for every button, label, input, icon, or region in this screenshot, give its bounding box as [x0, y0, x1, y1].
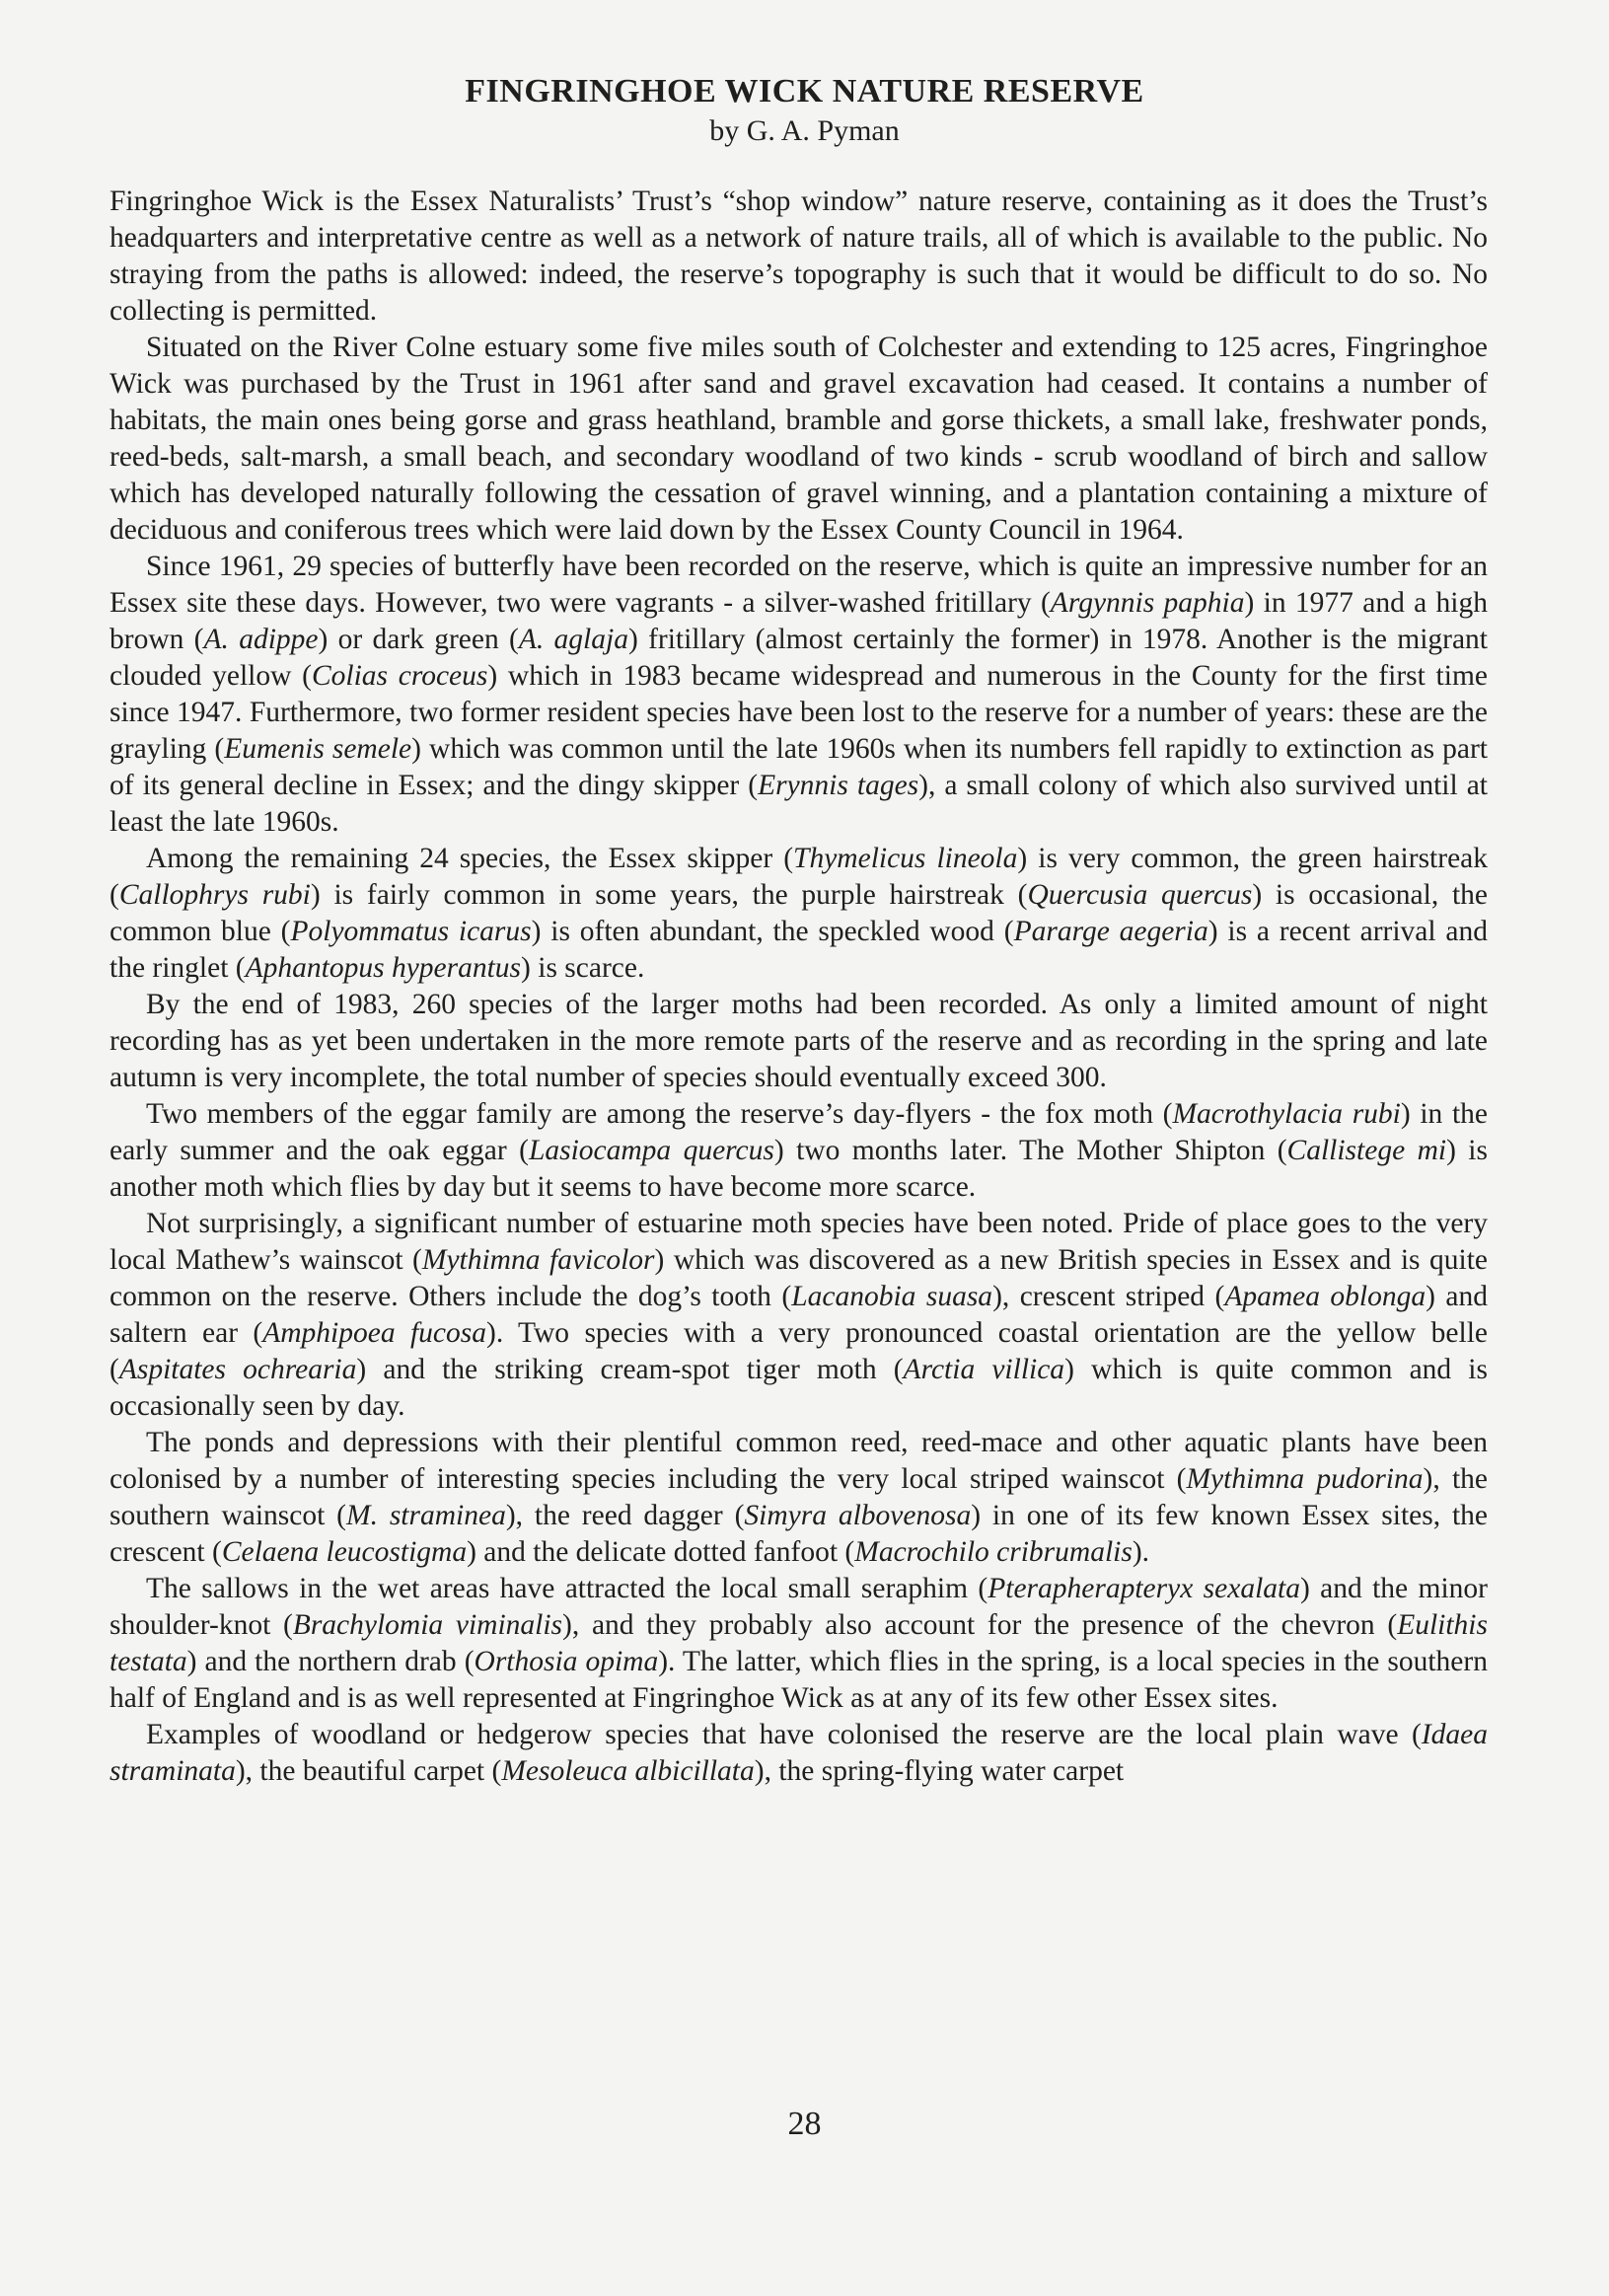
text-run: ) which is quite common and is occasionally seen by day.: [110, 1354, 1488, 1422]
species-name: Mythimna favicolor: [421, 1244, 655, 1276]
text-run: Among the remaining 24 species, the Essex skipper (: [146, 843, 794, 874]
text-run: ) is fairly common in some years, the purple hairstreak (: [310, 879, 1028, 911]
text-run: ) in the early summer and the oak eggar (: [110, 1098, 1488, 1166]
text-run: Since 1961, 29 species of butterfly have been recorded on the reserve, which is quite an impressive number for an Essex site these days. However, two were vagrants - a silver-washed fritillary (: [110, 551, 1488, 619]
paragraph: [110, 1425, 1488, 1571]
species-name: A. adippe: [203, 624, 319, 655]
species-name: Simyra albovenosa: [744, 1500, 972, 1531]
text-run: ) in one of its few known Essex sites, the crescent (: [110, 1500, 1489, 1568]
species-name: Eumenis semele: [224, 733, 412, 765]
text-run: ) and the minor shoulder-knot (: [110, 1573, 1488, 1641]
text-run: ), the southern wainscot (: [110, 1463, 1489, 1531]
species-name: Apamea oblonga: [1224, 1281, 1426, 1312]
article-byline: by G. A. Pyman: [709, 114, 900, 147]
text-run: ) is another moth which flies by day but it seems to have become more scarce.: [110, 1135, 1488, 1203]
text-run: ), the beautiful carpet (: [235, 1755, 502, 1787]
text-run: ) and saltern ear (: [110, 1281, 1488, 1349]
species-name: Amphipoea fucosa: [262, 1317, 486, 1349]
text-run: ) is occasional, the common blue (: [110, 879, 1488, 947]
paragraph: [110, 1717, 1488, 1790]
text-run: By the end of 1983, 260 species of the larger moths had been recorded. As only a limited amount of night recording has as yet been undertaken in the more remote parts of the reserve and as recording in the spring and late autumn is very incomplete, the total number of species should eventually exceed 300.: [110, 989, 1488, 1093]
species-name: Macrochilo cribrumalis: [854, 1536, 1133, 1568]
text-run: ) in 1977 and a high brown (: [110, 587, 1489, 655]
text-run: ) which in 1983 became widespread and numerous in the County for the first time since 1947. Furthermore, two former resident species have been lost to the reserve for a number of years: these are the grayling (: [110, 660, 1488, 765]
text-run: Fingringhoe Wick is the Essex Naturalists’ Trust’s “shop window” nature reserve, containing as it does the Trust’s headquarters and interpretative centre as well as a network of nature trails, all of which is available to the public. No straying from the paths is allowed: indeed, the reserve’s topography is such that it would be difficult to do so. No collecting is permitted.: [110, 185, 1488, 327]
species-name: Mesoleuca albicillata: [501, 1755, 755, 1787]
text-run: ) is a recent arrival and the ringlet (: [110, 916, 1489, 984]
species-name: Erynnis tages: [758, 770, 919, 801]
species-name: Quercusia quercus: [1027, 879, 1253, 911]
text-run: ) and the striking cream-spot tiger moth (: [356, 1354, 904, 1385]
paragraph: [110, 1096, 1488, 1206]
text-run: ) is often abundant, the speckled wood (: [531, 916, 1014, 947]
species-name: Celaena leucostigma: [221, 1536, 468, 1568]
text-run: ), and they probably also account for the presence of the chevron (: [562, 1609, 1398, 1641]
species-name: M. straminea: [346, 1500, 506, 1531]
text-run: ) and the delicate dotted fanfoot (: [467, 1536, 855, 1568]
species-name: Callistege mi: [1286, 1135, 1447, 1166]
text-run: ) is scarce.: [521, 952, 645, 984]
species-name: A. aglaja: [518, 624, 628, 655]
species-name: Macrothylacia rubi: [1172, 1098, 1401, 1130]
species-name: Brachylomia viminalis: [292, 1609, 563, 1641]
text-run: ) which was common until the late 1960s when its numbers fell rapidly to extinction as part of its general decline in Essex; and the dingy skipper (: [110, 733, 1488, 801]
text-run: Situated on the River Colne estuary some five miles south of Colchester and extending to 125 acres, Fingringhoe Wick was purchased by the Trust in 1961 after sand and gravel excavation had ceased. It contains a number of habitats, the main ones being gorse and grass heathland, bramble and gorse thickets, a small lake, freshwater ponds, reed-beds, salt-marsh, a small beach, and secondary woodland of two kinds - scrub woodland of birch and sallow which has developed naturally following the cessation of gravel winning, and a plantation containing a mixture of deciduous and coniferous trees which were laid down by the Essex County Council in 1964.: [110, 332, 1488, 546]
text-run: ).: [1132, 1536, 1150, 1568]
text-run: ). Two species with a very pronounced coastal orientation are the yellow belle (: [110, 1317, 1489, 1385]
text-run: The ponds and depressions with their plentiful common reed, reed-mace and other aquatic plants have been colonised by a number of interesting species including the very local striped wainscot (: [110, 1427, 1488, 1495]
species-name: Argynnis paphia: [1050, 587, 1245, 619]
species-name: Colias croceus: [311, 660, 488, 692]
article-body: [110, 184, 1488, 1790]
text-run: ) is very common, the green hairstreak (: [110, 843, 1489, 911]
article-title: FINGRINGHOE WICK NATURE RESERVE: [465, 73, 1144, 110]
paragraph: [110, 330, 1488, 549]
text-run: Two members of the eggar family are among the reserve’s day-flyers - the fox moth (: [146, 1098, 1173, 1130]
text-run: The sallows in the wet areas have attracted the local small seraphim (: [146, 1573, 988, 1604]
text-run: Examples of woodland or hedgerow species that have colonised the reserve are the local plain wave (: [146, 1719, 1422, 1750]
species-name: Pararge aegeria: [1013, 916, 1208, 947]
species-name: Orthosia opima: [474, 1646, 659, 1677]
text-run: ), a small colony of which also survived until at least the late 1960s.: [110, 770, 1488, 838]
text-run: ) two months later. The Mother Shipton (: [773, 1135, 1287, 1166]
text-run: ) or dark green (: [318, 624, 519, 655]
species-name: Eulithis testata: [110, 1609, 1488, 1677]
text-run: ). The latter, which flies in the spring, is a local species in the southern half of England and is as well represented at Fingringhoe Wick as at any of its few other Essex sites.: [110, 1646, 1488, 1714]
species-name: Callophrys rubi: [118, 879, 311, 911]
page-number: 28: [787, 2106, 822, 2142]
species-name: Lasiocampa quercus: [528, 1135, 774, 1166]
species-name: Aphantopus hyperantus: [245, 952, 522, 984]
species-name: Aspitates ochrearia: [118, 1354, 357, 1385]
text-run: ), crescent striped (: [992, 1281, 1225, 1312]
paragraph: [110, 1571, 1488, 1717]
species-name: Mythimna pudorina: [1186, 1463, 1424, 1495]
paragraph: [110, 549, 1488, 841]
species-name: Thymelicus lineola: [793, 843, 1018, 874]
species-name: Arctia villica: [903, 1354, 1065, 1385]
text-run: ) which was discovered as a new British species in Essex and is quite common on the reserve. Others include the dog’s tooth (: [110, 1244, 1488, 1312]
text-run: ), the reed dagger (: [505, 1500, 745, 1531]
text-run: ) fritillary (almost certainly the former) in 1978. Another is the migrant clouded yellow (: [110, 624, 1488, 692]
species-name: Lacanobia suasa: [791, 1281, 993, 1312]
text-run: ) and the northern drab (: [186, 1646, 475, 1677]
text-run: ), the spring-flying water carpet: [754, 1755, 1125, 1787]
species-name: Idaea straminata: [110, 1719, 1488, 1787]
paragraph: [110, 841, 1488, 987]
paragraph: [110, 184, 1488, 330]
text-run: Not surprisingly, a significant number of estuarine moth species have been noted. Pride of place goes to the very local Mathew’s wainscot (: [110, 1208, 1488, 1276]
species-name: Polyommatus icarus: [290, 916, 532, 947]
species-name: Pterapherapteryx sexalata: [987, 1573, 1300, 1604]
paragraph: [110, 1206, 1488, 1425]
paragraph: [110, 987, 1488, 1096]
